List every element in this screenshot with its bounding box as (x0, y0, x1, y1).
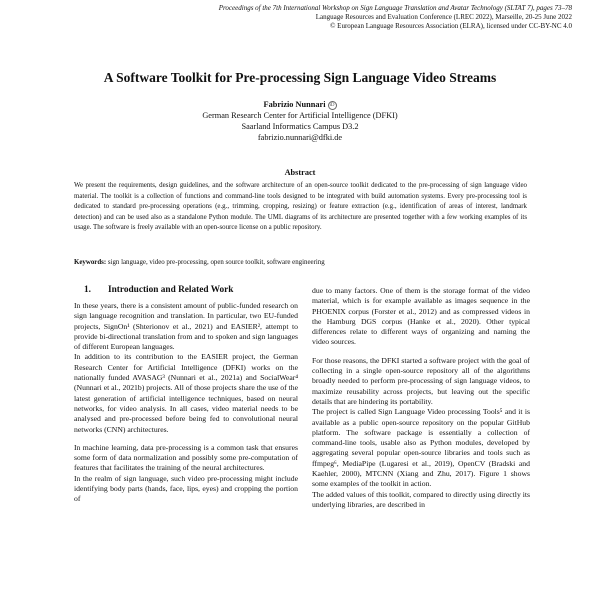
author-affiliation: German Research Center for Artificial Intelligence (DFKI) (202, 111, 398, 120)
header-line-1: Proceedings of the 7th International Workshop on Sign Language Translation and Avatar Technology (SLTAT 7), pages 73–78 (218, 4, 572, 12)
author-name: Fabrizio Nunnari (263, 100, 326, 109)
paragraph: In addition to its contribution to the EASIER project, the German Research Center for Artificial Intelligence (DFKI) works on the nationally funded AVASAG³ (Nunnari et al., 2021a) and SocialWear⁴ (Nunnari et al., 2021b) projects. All of those projects share the use of the latest generation of artificial intelligence techniques, based on neural networks, for video analysis. In all cases, video material needs to be analysed and pre-processed before being fed to convolutional neural networks (CNN) architectures. (74, 352, 298, 434)
paper-title: A Software Toolkit for Pre-processing Sign Language Video Streams (103, 70, 497, 85)
section-title: Introduction and Related Work (108, 285, 234, 295)
paragraph: In these years, there is a consistent amount of public-funded research on sign language recognition and translation. In particular, two EU-funded projects, SignOn¹ (Shterionov et al., 2021) and EASIER², attempt to provide bi-directional translation from and to spoken and sign languages of different European languages. (74, 301, 298, 352)
paragraph: The added values of this toolkit, compared to directly using directly its underlying libraries, are described in (312, 489, 530, 509)
right-column (312, 286, 530, 510)
paragraph: In machine learning, data pre-processing is a common task that ensures some form of data normalization and possibly some pre-computation of features that facilitates the training of the neural architectures. (74, 442, 298, 473)
keywords-label: Keywords: (74, 259, 107, 266)
author-block (0, 99, 600, 143)
left-column (74, 284, 298, 505)
proceedings-header (219, 4, 572, 31)
orcid-icon[interactable]: iD (329, 103, 335, 108)
abstract-text: We present the requirements, design guidelines, and the software architecture of an open-source toolkit dedicated to the pre-processing of sign language video material. The toolkit is a collection of functions and command-line tools designed to be integrated with build automation systems. Every pre-processing tool is dedicated to standard pre-processing operations (e.g., trimming, cropping, resizing) or feature extraction (e.g., identification of areas of interest, landmark detection) and can be used also as a standalone Python module. The UML diagrams of its architecture are presented together with a few working examples of its usage. The software is freely available with an open-source license on a public repository. (74, 182, 527, 232)
paragraph: In the realm of sign language, such video pre-processing might include identifying body parts (hands, face, lips, eyes) and cropping the portion of (74, 473, 298, 504)
paragraph: For those reasons, the DFKI started a software project with the goal of collecting in a single open-source repository all of the algorithms broadly needed to perform pre-processing of sign language videos, to maximize reusability across projects, but leaving out the specific details that are hindering its portability. (312, 355, 530, 406)
keywords-text: sign language, video pre-processing, open source toolkit, software engineering (106, 259, 325, 266)
paragraph: The project is called Sign Language Video processing Tools⁵ and it is available as a public open-source repository on the popular GitHub platform. The software package is essentially a collection of command-line tools, usable also as Python modules, developed by aggregating several popular open-source libraries and tools such as ffmpeg⁶, MediaPipe (Lugaresi et al., 2019), OpenCV (Bradski and Kaehler, 2000), MTCNN (Xiang and Zhu, 2017). Figure 1 shows some examples of the toolkit in action. (312, 407, 530, 489)
author-email[interactable]: fabrizio.nunnari@dfki.de (257, 133, 343, 142)
section-number: 1. (84, 285, 91, 295)
paragraph: due to many factors. One of them is the storage format of the video material, which is for example available as images sequence in the PHOENIX corpus (Forster et al., 2012) and as compressed videos in the Hamburg DGS corpus (Hanke et al., 2020). Other typical differences relate to different ways of organizing and naming the video sources. (312, 286, 530, 347)
header-line-3: © European Language Resources Association (ELRA), licensed under CC-BY-NC 4.0 (330, 22, 572, 30)
author-address: Saarland Informatics Campus D3.2 (241, 122, 359, 131)
abstract-heading: Abstract (284, 168, 316, 177)
keywords (74, 258, 527, 268)
header-line-2: Language Resources and Evaluation Conference (LREC 2022), Marseille, 20-25 June 2022 (315, 13, 572, 21)
section-heading (74, 284, 298, 296)
